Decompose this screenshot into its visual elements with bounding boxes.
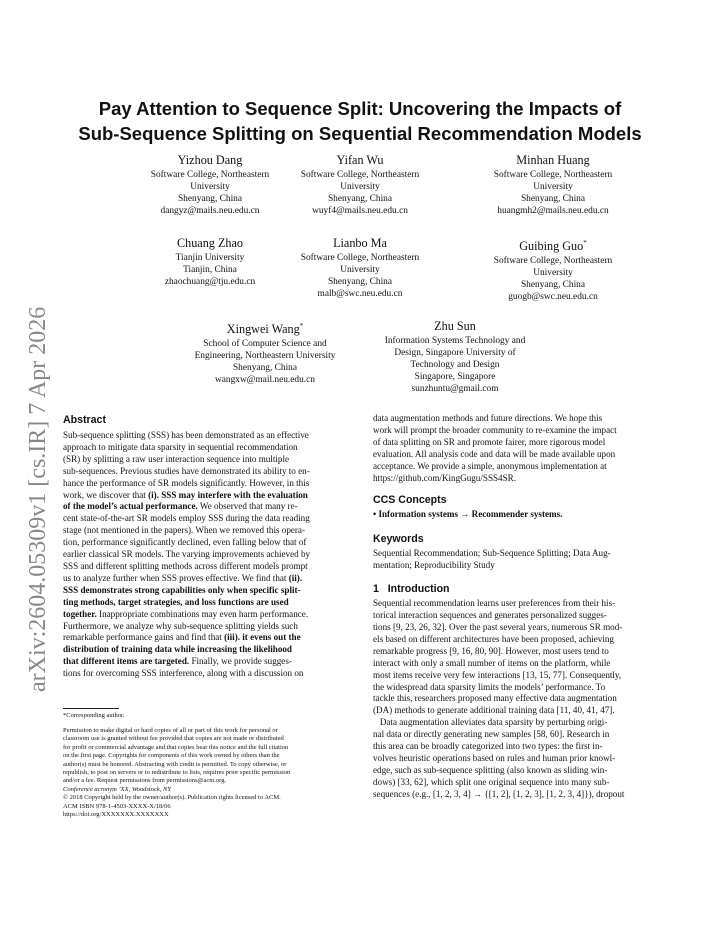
copyright-line: https://doi.org/XXXXXXX.XXXXXXX [63,811,169,819]
abstract-line [63,561,348,573]
abstract-emphasis: (iii). it evens out the [224,632,301,643]
author-affiliation-line: Engineering, Northeastern University [194,351,336,362]
author-affiliation-line: Shenyang, China [232,363,298,374]
abstract-line: evaluation. All analysis code and data will be made available upon [373,448,616,459]
author-affiliation-line: sunzhuntu@gmail.com [411,384,499,395]
author-affiliation-line: School of Computer Science and [203,339,327,350]
corresponding-mark: * [583,239,587,247]
author-name: Zhu Sun [434,319,476,333]
abstract-text: Finally, we provide sugges- [189,656,292,667]
author-affiliation-line: Software College, Northeastern [300,253,420,263]
abstract-line [63,490,348,502]
abstract-emphasis: SSS demonstrates strong capabilities only when specific split- [63,584,301,595]
abstract-text: Sub-sequence splitting (SSS) has been demonstrated as an effective [63,430,309,440]
abstract-line [63,632,348,644]
author-name: Minhan Huang [516,153,590,167]
introduction-line: tions [9, 23, 26, 32]. Over the past several years, numerous SR mod- [373,621,623,632]
author-name: Chuang Zhao [176,236,243,250]
abstract-text: work, we discover that [63,489,149,500]
abstract-line [63,609,348,621]
introduction-line: tackle this, researchers proposed many effective data augmentation [373,693,617,704]
abstract-line [63,513,348,525]
author-affiliation-line: Shenyang, China [520,194,586,205]
author-affiliation-line: Singapore, Singapore [414,372,496,383]
abstract-text: earlier classical SR models. The varying improvements achieved by [63,549,311,560]
introduction-paragraph-1 [373,598,660,717]
introduction-line: nal data or directly generating new samples [58, 60]. Research in [373,729,610,740]
author-affiliation-line: guogb@swc.neu.edu.cn [508,292,598,303]
author-card [463,152,643,217]
footnote-corresponding [63,712,348,720]
permission-line: republish, to post on servers or to redistribute to lists, requires prior specific permission [63,769,291,777]
introduction-line: torical interaction sequences and generates personalized sugges- [373,610,607,621]
abstract-line: data augmentation methods and future directions. We hope this [373,413,603,423]
conference-line: Conference acronym ’XX, Woodstock, NY [63,785,171,793]
author-affiliation-line: huangmh2@mails.neu.edu.cn [497,206,609,217]
author-affiliation-line: University [533,268,573,279]
author-card [270,152,450,217]
introduction-line: Sequential recommendation learns user preferences from their his- [373,598,616,609]
author-affiliation-line: Tianjin, China [183,265,237,276]
author-affiliation-line: wuyf4@mails.neu.edu.cn [312,206,408,217]
abstract-line [63,573,348,585]
introduction-line: this area can be broadly categorized into two types: the first in- [373,741,603,752]
abstract-line: https://github.com/KingGugu/SSS4SR. [373,472,517,483]
abstract-text: stage (not mentioned in the papers). When we removed this opera- [63,525,306,536]
introduction-line: interact with only a small number of items on the platform, while [373,657,611,668]
author-affiliation-line: Shenyang, China [520,280,586,291]
title-line: Pay Attention to Sequence Split: Uncovering the Impacts of [98,98,622,119]
author-card [463,235,643,303]
author-card [365,318,545,395]
author-affiliation-line: Technology and Design [410,360,500,371]
abstract-line [63,525,348,537]
abstract-line [63,644,348,656]
abstract-emphasis: (i). SSS may interfere with the evaluation [148,489,308,500]
author-affiliation-line: Software College, Northeastern [150,170,270,180]
author-affiliation-line: Software College, Northeastern [493,170,613,180]
introduction-paragraph-2 [373,717,660,800]
abstract-line [63,454,348,466]
author-affiliation-line: Shenyang, China [327,277,393,288]
author-affiliation-line: Software College, Northeastern [493,256,613,267]
introduction-line: remarkable progress [9, 16, 80, 90]. However, most users tend to [373,645,609,656]
ccs-concepts-text: • Information systems → Recommender systems. [373,509,563,520]
abstract-text: hance the performance of SR models significantly. However, in this [63,477,310,488]
keywords-line: mentation; Reproducibility Study [373,560,495,571]
abstract-line [63,621,348,633]
abstract-line: work will prompt the broader community to re-examine the impact [373,424,617,435]
abstract-text: Inappropriate combinations may even harm performance. [96,608,309,619]
introduction-line: sequences (e.g., [1, 2, 3, 4] → {[1, 2], [1, 2, 3], [1, 2, 3, 4]}), dropout [373,788,625,799]
abstract-line [63,597,348,609]
abstract-body [63,430,348,680]
ccs-heading: CCS Concepts [373,494,447,507]
abstract-emphasis: ting methods, target strategies, and loss functions are used [63,596,289,607]
right-column [373,413,660,801]
author-affiliation-line: dangyz@mails.neu.edu.cn [160,206,260,217]
author-name: Yizhou Dang [177,153,243,167]
arxiv-identifier-text: arXiv:2604.05309v1 [cs.IR] 7 Apr 2026 [25,306,51,692]
permission-line: classroom use is granted without fee provided that copies are not made or distributed [63,735,284,743]
introduction-line: (DA) methods to generate additional training data [11, 40, 41, 47]. [373,705,615,716]
abstract-text: SSS and different splitting methods across different models prompt [63,560,308,571]
copyright-line: © 2018 Copyright held by the owner/author(s). Publication rights licensed to ACM. [63,794,281,802]
arxiv-identifier-stamp [18,272,54,692]
abstract-emphasis: that different items are targeted. [63,656,190,667]
author-affiliation-line: zhaochuang@tju.edu.cn [164,277,256,288]
abstract-line [63,549,348,561]
abstract-emphasis: (ii). [288,572,303,583]
abstract-text: tions for overcoming SSS interference, along with a discussion on [63,668,304,679]
introduction-line: most items receive very few interactions [13, 15, 77]. Consequently, [373,669,622,680]
abstract-line: of data splitting on SR and promote fairer, more rigorous model [373,436,606,447]
author-affiliation-line: Information Systems Technology and [384,336,526,346]
introduction-line: dows) [33, 62], which split one original sequence into many sub- [373,776,610,787]
abstract-text: (SR) by splitting a raw user interaction sequence into multiple [63,453,290,464]
abstract-emphasis: together. [63,608,97,619]
author-name: Guibing Guo* [519,239,587,254]
abstract-line [63,442,348,454]
introduction-line: els based on different architectures have been proposed, achieving [373,633,614,644]
author-affiliation-line: Design, Singapore University of [394,348,516,359]
author-affiliation-line: University [533,182,573,193]
abstract-line: acceptance. We provide a simple, anonymous implementation at [373,460,607,471]
author-card [270,235,450,300]
introduction-line: volves heuristic operations based on rules and human prior knowl- [373,752,616,763]
abstract-text: cent state-of-the-art SR models employ SSS during the data reading [63,513,310,524]
abstract-line [63,656,348,668]
author-affiliation-line: Tianjin University [175,253,245,263]
introduction-line: Data augmentation alleviates data sparsity by perturbing origi- [373,717,608,728]
keywords-line: Sequential Recommendation; Sub-Sequence Splitting; Data Aug- [373,548,611,559]
author-affiliation-line: wangxw@mail.neu.edu.cn [214,375,315,386]
abstract-emphasis: distribution of training data while increasing the likelihood [63,644,292,655]
keywords-heading: Keywords [373,533,424,546]
author-affiliation-line: Software College, Northeastern [300,170,420,180]
abstract-line [63,478,348,490]
author-card [175,318,355,386]
left-column [63,413,348,680]
copyright-line: ACM ISBN 978-1-4503-XXXX-X/18/06 [63,802,171,810]
author-affiliation-line: University [340,182,380,193]
permission-line: author(s) must be honored. Abstracting with credit is permitted. To copy otherwise, or [63,760,287,768]
footnote-separator [63,708,119,709]
author-affiliation-line: Shenyang, China [177,194,243,205]
abstract-continuation [373,413,660,484]
corresponding-author-note: *Corresponding author. [63,712,125,719]
permission-notice [63,727,348,819]
author-name: Yifan Wu [336,153,384,167]
author-name: Xingwei Wang* [226,322,304,337]
abstract-line [63,537,348,549]
permission-line: Permission to make digital or hard copies of all or part of this work for personal or [63,727,278,734]
abstract-text: Furthermore, we analyze why sub-sequence splitting yields such [63,620,298,631]
title-line: Sub-Sequence Splitting on Sequential Recommendation Models [78,123,642,144]
permission-line: for profit or commercial advantage and that copies bear this notice and the full citation [63,743,289,751]
introduction-line: the widespread data sparsity limits the models’ performance. To [373,681,606,692]
abstract-text: us to analyze further when SSS proves effective. We find that [63,572,289,583]
permission-line: on the first page. Copyrights for components of this work owned by others than the [63,752,280,760]
paper-title [50,96,670,146]
abstract-text: We observed that many re- [197,501,298,512]
author-affiliation-line: Shenyang, China [327,194,393,205]
abstract-line [63,501,348,513]
author-affiliation-line: malb@swc.neu.edu.cn [317,289,403,300]
abstract-line [63,585,348,597]
abstract-line [63,430,348,442]
abstract-text: approach to mitigate data sparsity in sequential recommendation [63,441,298,452]
author-affiliation-line: University [190,182,230,193]
author-name: Lianbo Ma [333,236,387,250]
abstract-line [63,466,348,478]
abstract-line [63,668,348,680]
introduction-heading: 1 Introduction [373,583,450,596]
permission-line: and/or a fee. Request permissions from permissions@acm.org. [63,777,227,785]
corresponding-mark: * [299,322,304,330]
author-affiliation-line: University [340,265,380,276]
abstract-text: sub-sequences. Previous studies have demonstrated its ability to en- [63,465,310,476]
introduction-line: edge, such as sub-sequence splitting (also known as sliding win- [373,764,608,775]
keywords-text [373,548,660,572]
abstract-text: tion, performance significantly declined, even falling below that of [63,537,307,548]
abstract-text: remarkable performance gains and find that [63,632,225,643]
abstract-emphasis: of the model’s actual performance. [63,501,198,512]
abstract-heading: Abstract [63,414,106,426]
